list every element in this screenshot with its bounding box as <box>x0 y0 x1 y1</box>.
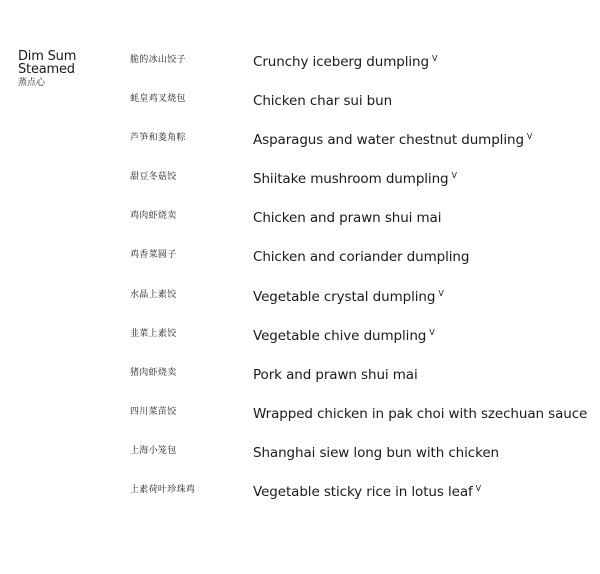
menu-item-chinese-name: 猪肉虾烧卖 <box>130 367 177 378</box>
menu-item-name-text: Asparagus and water chestnut dumpling <box>253 132 524 149</box>
menu-item-chinese-name: 鸡香菜圆子 <box>130 250 177 261</box>
menu-item-english-name <box>253 363 421 384</box>
vegetarian-mark: V <box>429 327 435 337</box>
vegetarian-mark: V <box>526 132 533 142</box>
menu-item-name-text: Chicken and prawn shui mai <box>253 210 442 227</box>
section-title-line1: Dim Sum <box>18 49 77 64</box>
menu-item-name-text: Shanghai siew long bun with chicken <box>253 444 499 461</box>
menu-item-chinese-name: 芦笋和菱角粽 <box>130 133 186 144</box>
menu-item <box>0 283 600 322</box>
menu-item-english-name <box>253 324 435 345</box>
menu-item-name-text: Vegetable chive dumpling <box>253 327 427 344</box>
menu-item-name-text: Wrapped chicken in pak choi with szechuan sauce <box>253 405 588 422</box>
menu-item-chinese-name: 蚝皇鸡叉烧包 <box>130 94 186 105</box>
menu-item-name-text: Chicken char sui bun <box>253 93 393 110</box>
menu-item <box>0 243 600 282</box>
menu-item-chinese-name: 上海小笼包 <box>130 445 177 456</box>
menu-item-english-name <box>253 245 472 266</box>
menu-item-name-text: Pork and prawn shui mai <box>253 366 418 383</box>
vegetarian-mark: V <box>438 288 444 298</box>
menu-item-english-name <box>253 285 444 306</box>
menu-item-name-text: Vegetable sticky rice in lotus leaf <box>253 484 473 501</box>
menu-item <box>0 478 600 517</box>
menu-item <box>0 439 600 478</box>
menu-item-chinese-name: 鸡肉虾烧卖 <box>130 211 177 222</box>
menu-item-chinese-name: 韭菜上素饺 <box>130 328 177 339</box>
menu-item-english-name <box>253 50 437 71</box>
menu-item-name-text: Vegetable crystal dumpling <box>253 288 436 305</box>
menu-item <box>0 87 600 126</box>
menu-item-name-text: Crunchy iceberg dumpling <box>253 54 429 70</box>
menu-item-chinese-name: 上素荷叶珍珠鸡 <box>130 485 196 496</box>
menu-item <box>0 322 600 361</box>
menu-item-chinese-name: 四川菜苗饺 <box>130 406 177 417</box>
menu-item-english-name <box>253 402 590 423</box>
menu-item-chinese-name: 脆的冰山饺子 <box>130 55 186 65</box>
menu-item <box>0 361 600 400</box>
menu-item-english-name <box>253 89 395 110</box>
vegetarian-mark: V <box>431 54 438 63</box>
menu-item-english-name <box>253 167 457 188</box>
menu-item-english-name <box>253 480 481 501</box>
menu-item-english-name <box>253 128 532 149</box>
menu-list <box>0 48 600 517</box>
menu-item-english-name <box>253 206 444 227</box>
menu-item-english-name <box>253 441 502 462</box>
vegetarian-mark: V <box>475 484 482 494</box>
menu-item <box>0 400 600 439</box>
menu-item-chinese-name: 水晶上素饺 <box>130 289 177 300</box>
menu-item-name-text: Chicken and coriander dumpling <box>253 249 470 266</box>
vegetarian-mark: V <box>451 171 457 181</box>
menu-item <box>0 126 600 165</box>
section-title-chinese: 蒸点心 <box>18 78 46 88</box>
menu-item <box>0 165 600 204</box>
section-title-line2: Steamed <box>18 62 75 77</box>
menu-item <box>0 48 600 87</box>
menu-item-chinese-name: 甜豆冬菇饺 <box>130 172 177 183</box>
menu-item <box>0 204 600 243</box>
menu-item-name-text: Shiitake mushroom dumpling <box>253 171 449 188</box>
